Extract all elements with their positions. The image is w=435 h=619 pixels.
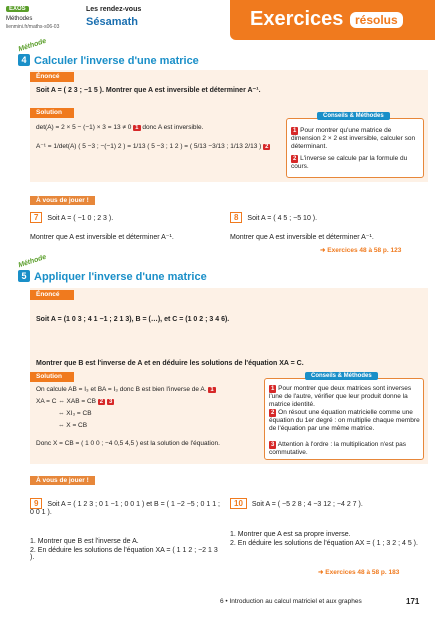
- exercise-7-text: Soit A = ( −1 0 ; 2 3 ).: [47, 215, 114, 222]
- exercise-8: [230, 212, 428, 241]
- conseils-box-4: [286, 113, 424, 178]
- exercise-7-question: Montrer que A est inversible et déterminer A⁻¹.: [30, 234, 174, 241]
- avous-label-4: À vous de jouer !: [30, 196, 95, 205]
- solution-5-line-5: Donc X = CB = ( 1 0 0 ; −4 0,5 4,5 ) est la solution de l'équation.: [36, 440, 220, 447]
- sesamath-logo: Sésamath: [86, 16, 138, 28]
- method-5-number: 5: [18, 270, 30, 282]
- exercise-10-q1: 1. Montrer que A est sa propre inverse.: [230, 531, 351, 538]
- exercise-9-text: Soit A = ( 1 2 3 ; 0 1 −1 ; 0 0 1 ) et B = ( 1 −2 −5 ; 0 1 1 ; 0 0 1 ).: [30, 501, 220, 516]
- exercise-10-text: Soit A = ( −5 2 8 ; 4 −3 12 ; −4 2 7 ).: [251, 501, 363, 508]
- conseils-label-5: Conseils & Méthodes: [305, 372, 378, 380]
- method-5-panel: [30, 288, 428, 464]
- method-5-tag: Méthode: [17, 253, 48, 270]
- enonce-5-question: Montrer que B est l'inverse de A et en déduire les solutions de l'équation XA = C.: [36, 360, 304, 367]
- tip-ref-1: 1: [135, 125, 139, 131]
- enonce-5-matrices: Soit A = (1 0 3 ; 4 1 −1 ; 2 1 3), B = (…), et C = (1 0 2 ; 3 4 6).: [36, 316, 230, 323]
- tip-4-1: 1 Pour montrer qu'une matrice de dimension 2 × 2 est inversible, calculer son déterminant.: [291, 127, 416, 150]
- tip-5-3: 3 Attention à l'ordre : la multiplication n'est pas commutative.: [269, 441, 407, 456]
- exercise-8-question: Montrer que A est inversible et déterminer A⁻¹.: [230, 234, 374, 241]
- exercise-10-q2: 2. En déduire les solutions de l'équation AX = ( 1 ; 3 2 ; 4 5 ).: [230, 540, 418, 547]
- method-4-panel: [30, 70, 428, 182]
- method-4-tag: Méthode: [17, 37, 48, 54]
- exercise-9-q1: 1. Montrer que B est l'inverse de A.: [30, 538, 139, 545]
- exercise-7-number: 7: [30, 212, 42, 223]
- exercise-9: [30, 498, 220, 561]
- methodes-label: Méthodes: [6, 16, 33, 22]
- tip-5-1: 1 Pour montrer que deux matrices sont inverses l'une de l'autre, vérifier que leur produit donne la matrice identité.: [269, 385, 412, 408]
- exercise-ref-4[interactable]: ➜ Exercices 48 à 58 p. 123: [320, 247, 402, 254]
- enonce-label-5: Énoncé: [30, 290, 74, 300]
- solution-label-5: Solution: [30, 372, 74, 382]
- enonce-text: Soit A = ( 2 3 ; −1 5 ). Montrer que A est inversible et déterminer A⁻¹.: [36, 87, 261, 94]
- page-subtitle: résolus: [350, 12, 403, 28]
- exercise-10-number: 10: [230, 498, 247, 509]
- exercise-9-q2: 2. En déduire les solutions de l'équation XA = ( 1 1 2 ; −2 1 3 ).: [30, 547, 218, 561]
- method-4-number: 4: [18, 54, 30, 66]
- lien-code[interactable]: lienmini.fr/maths-s06-03: [6, 24, 60, 30]
- solution-5-line-1: On calcule AB = I₃ et BA = I₃ donc B est bien l'inverse de A. 1: [36, 386, 214, 393]
- solution-5-line-3: ⇔ XI₃ = CB: [58, 410, 92, 417]
- method-5-title: Appliquer l'inverse d'une matrice: [34, 271, 207, 283]
- exercise-8-text: Soit A = ( 4 5 ; −5 10 ).: [247, 215, 318, 222]
- tip-ref-2: 2: [265, 144, 269, 150]
- header: [0, 0, 435, 40]
- method-4-title: Calculer l'inverse d'une matrice: [34, 55, 199, 67]
- exercise-10: [230, 498, 428, 547]
- rendez-vous-label: Les rendez-vous: [86, 6, 142, 13]
- solution-5-line-4: ⇔ X = CB: [58, 422, 88, 429]
- exercise-7: [30, 212, 220, 241]
- exercise-8-number: 8: [230, 212, 242, 223]
- solution-line-1: det(A) = 2 × 5 − (−1) × 3 = 13 ≠ 0 1 donc A est inversible.: [36, 124, 204, 131]
- conseils-label-4: Conseils & Méthodes: [317, 112, 390, 120]
- exos-badge[interactable]: EXOS: [6, 6, 29, 12]
- exercise-9-number: 9: [30, 498, 42, 509]
- page-title: Exercices: [250, 8, 344, 30]
- header-title-bar: [230, 0, 435, 40]
- enonce-label: Énoncé: [30, 72, 74, 82]
- solution-5-line-2: XA = C ⇔ XAB = CB 2 3: [36, 398, 113, 405]
- conseils-box-5: [264, 373, 424, 460]
- footer-chapter: 6 • Introduction au calcul matriciel et aux graphes: [220, 598, 362, 605]
- solution-line-2: A⁻¹ = 1/det(A) ( 5 −3 ; −(−1) 2 ) = 1/13 ( 5 −3 ; 1 2 ) = ( 5/13 −3/13 ; 1/13 2/13 ) 2: [36, 143, 269, 150]
- avous-label-5: À vous de jouer !: [30, 476, 95, 485]
- tip-4-2: 2 L'inverse se calcule par la formule du cours.: [291, 155, 408, 170]
- exercise-ref-5[interactable]: ➜ Exercices 48 à 58 p. 183: [318, 569, 400, 576]
- footer-page-number: 171: [406, 597, 420, 606]
- tip-5-2: 2 On résout une équation matricielle comme une équation du 1er degré : on multiplie chaque membre de l'équation par une même matrice.: [269, 409, 420, 432]
- solution-label: Solution: [30, 108, 74, 118]
